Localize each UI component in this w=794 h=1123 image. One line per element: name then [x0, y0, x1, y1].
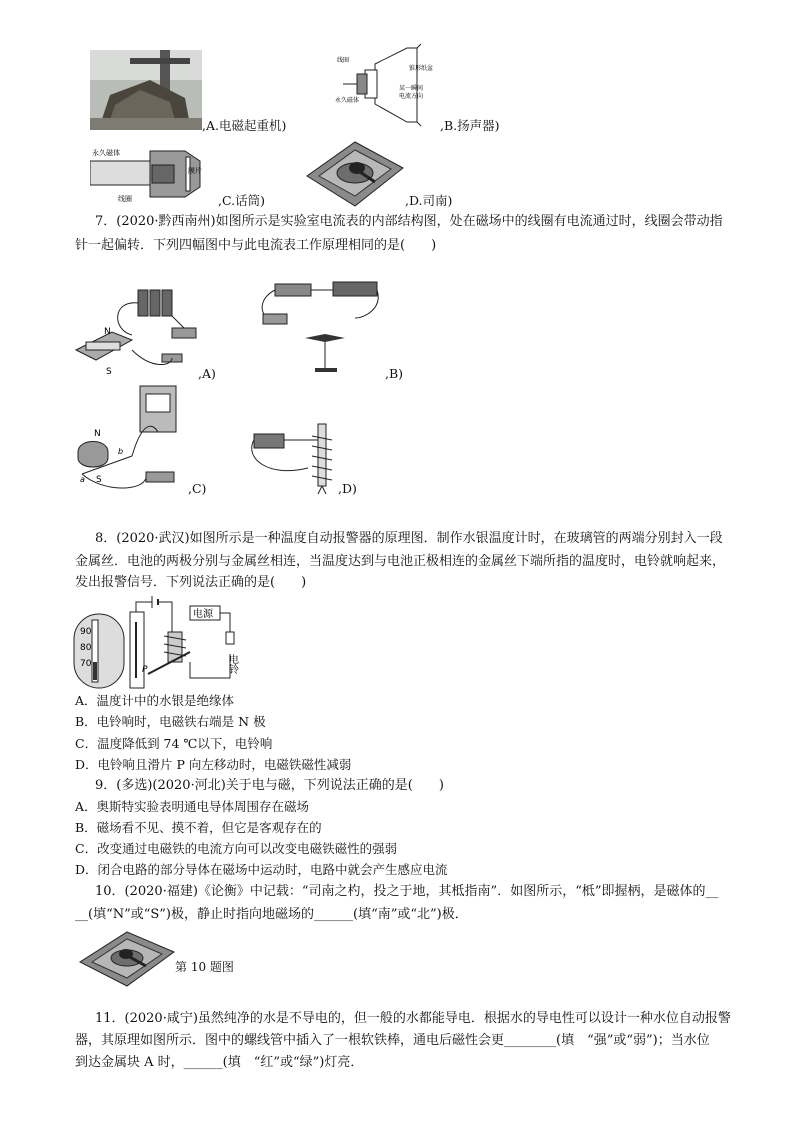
q7c-label-s: S: [96, 475, 102, 485]
microphone-diagram: [90, 143, 218, 205]
q10-line-1: 10．(2020·福建)《论衡》中记载：“司南之杓，投之于地，其柢指南”．如图所示，“柢”即握柄，是磁体的__: [95, 884, 719, 899]
q8-option-a: A．温度计中的水银是绝缘体: [75, 693, 235, 708]
q8-label-p: P: [142, 665, 148, 675]
q7c-label-n: N: [94, 429, 101, 439]
q7-line-2: 针一起偏转．下列四幅图中与此电流表工作原理相同的是( ): [75, 238, 437, 253]
q7-diagram-a: [72, 270, 202, 380]
q11-line-2: 器，其原理如图所示．图中的螺线管中插入了一根软铁棒，通电后磁性会更________(填 “强”或“弱”)；当水位: [75, 1033, 710, 1048]
q7-diagram-c: [72, 382, 192, 500]
q7c-label-a: a: [80, 475, 85, 484]
q7a-label-n: N: [104, 327, 111, 337]
q8-tick-80: 80: [80, 643, 92, 653]
crane-photo-drawing: [90, 50, 202, 130]
fig-a-caption: ,A.电磁起重机): [202, 118, 287, 133]
q9-line-1: 9．(多选)(2020·河北)关于电与磁，下列说法正确的是( ): [95, 778, 444, 793]
q9-option-d: D．闭合电路的部分导体在磁场中运动时，电路中就会产生感应电流: [75, 862, 448, 877]
q10-figure-caption: 第 10 题图: [175, 960, 234, 974]
speaker-label-moment: 某一瞬间: [399, 85, 424, 92]
q7-cap-d: ,D): [338, 481, 357, 496]
q10-sinan-image: [78, 930, 176, 988]
q9-option-c: C．改变通过电磁铁的电流方向可以改变电磁铁磁性的强弱: [75, 841, 398, 856]
q9-option-a: A．奥斯特实验表明通电导体周围存在磁场: [75, 799, 310, 814]
q8-tick-90: 90: [80, 627, 92, 637]
q7a-label-s: S: [106, 367, 112, 377]
q7-diagram-b: [255, 278, 385, 378]
speaker-label-magnet: 永久磁体: [335, 97, 360, 104]
sinan-compass: [305, 140, 405, 208]
q7-cap-c: ,C): [188, 481, 207, 496]
q7-line-1: 7．(2020·黔西南州)如图所示是实验室电流表的内部结构图，处在磁场中的线圈有电流通过时，线圈会带动指: [95, 214, 723, 229]
q8-option-b: B．电铃响时，电磁铁右端是 N 极: [75, 714, 266, 729]
q8-label-bell: 电铃: [226, 654, 238, 674]
q11-line-1: 11．(2020·咸宁)虽然纯净的水是不导电的，但一般的水都能导电．根据水的导电性可以设计一种水位自动报警: [95, 1011, 731, 1026]
q7c-label-b: b: [118, 447, 124, 456]
q7-cap-b: ,B): [385, 366, 404, 381]
q8-tick-70: 70: [80, 659, 92, 669]
speaker-diagram: [335, 42, 440, 130]
q7-diagram-d: [248, 418, 338, 498]
mic-label-diaphragm: 膜片: [188, 167, 202, 175]
q9-option-b: B．磁场看不见、摸不着，但它是客观存在的: [75, 820, 322, 835]
fig-c-caption: ,C.话筒): [218, 193, 265, 208]
q8-line-1: 8．(2020·武汉)如图所示是一种温度自动报警器的原理图．制作水银温度计时，在玻璃管的两端分别封入一段: [95, 531, 723, 546]
q8-label-power: 电源: [193, 609, 213, 620]
q8-line-2: 金属丝．电池的两极分别与金属丝相连，当温度达到与电池正极相连的金属丝下端所指的温度时，电铃就响起来，: [75, 554, 726, 569]
mic-label-magnet: 永久磁体: [92, 149, 120, 157]
q11-line-3: 到达金属块 A 时，______(填 “红”或“绿”)灯亮．: [75, 1055, 364, 1070]
q8-option-c: C．温度降低到 74 ℃以下，电铃响: [75, 736, 273, 751]
crane-photo: [90, 50, 202, 130]
q8-option-d: D．电铃响且滑片 P 向左移动时，电磁铁磁性减弱: [75, 757, 352, 772]
speaker-label-coil: 线圈: [337, 57, 350, 64]
fig-d-caption: ,D.司南): [405, 193, 453, 208]
q7-cap-a: ,A): [198, 366, 216, 381]
q10-line-2: __(填“N”或“S”)极，静止时指向地磁场的______(填“南”或“北”)极．: [75, 907, 468, 922]
speaker-label-cone: 锥形纸盆: [409, 65, 434, 72]
fig-b-caption: ,B.扬声器): [440, 118, 500, 133]
q8-alarm-circuit: [72, 592, 247, 690]
mic-label-coil: 线圈: [118, 195, 132, 203]
speaker-label-current: 电流方向: [399, 93, 424, 100]
q8-line-3: 发出报警信号．下列说法正确的是( ): [75, 575, 307, 590]
